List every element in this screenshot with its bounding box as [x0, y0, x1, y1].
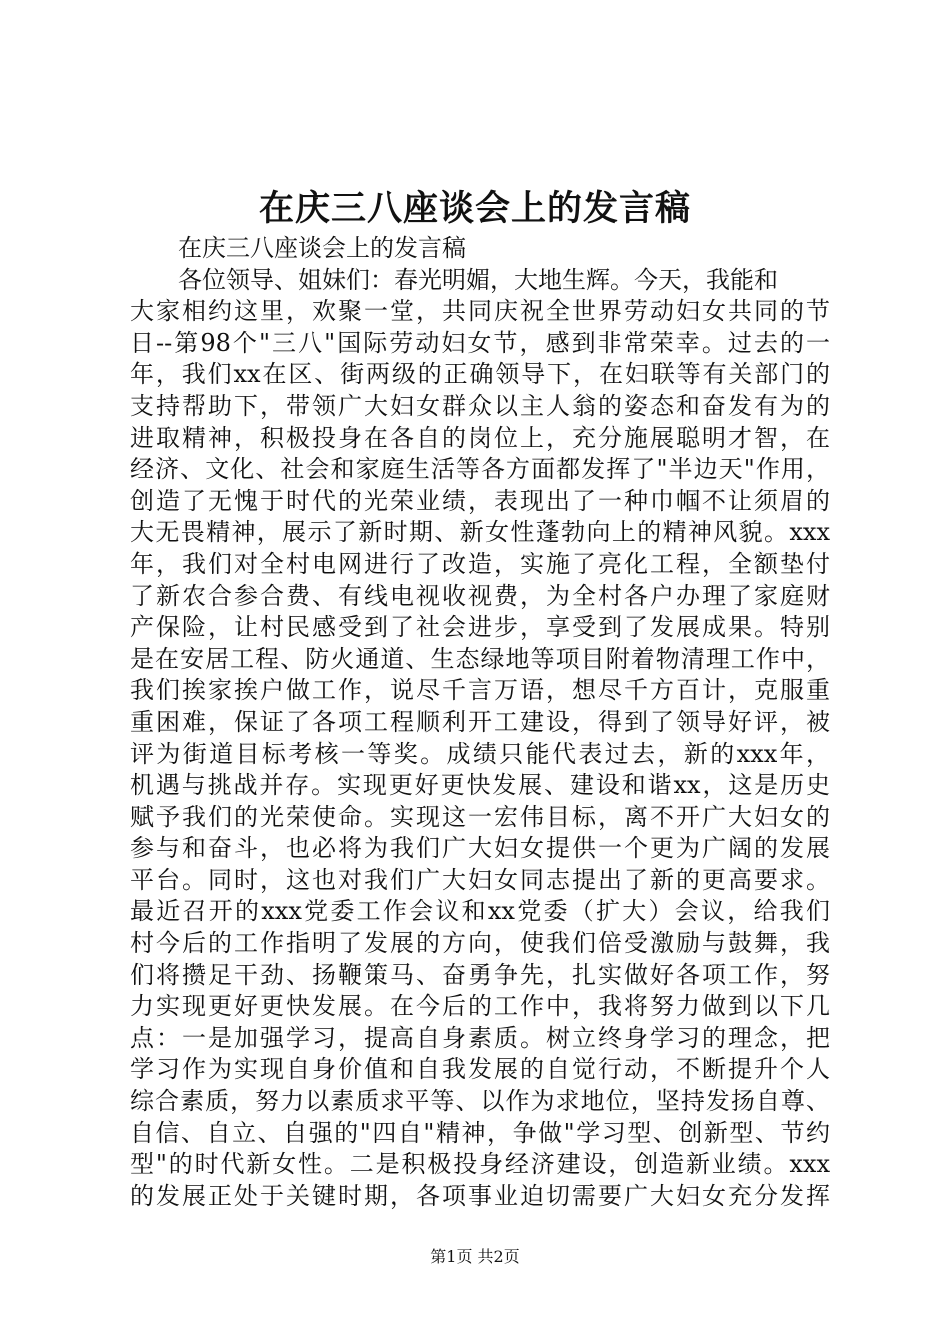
body-line: 综合素质，努力以素质求平等、以作为求地位，坚持发扬自尊、: [130, 1087, 830, 1116]
body-line: 支持帮助下，带领广大妇女群众以主人翁的姿态和奋发有为的: [130, 391, 830, 420]
body-line: 最近召开的xxx党委工作会议和xx党委（扩大）会议，给我们: [130, 897, 830, 926]
body-line: 年，我们对全村电网进行了改造，实施了亮化工程，全额垫付: [130, 549, 830, 578]
body-line: 赋予我们的光荣使命。实现这一宏伟目标，离不开广大妇女的: [130, 802, 830, 831]
document-title: 在庆三八座谈会上的发言稿: [258, 188, 691, 229]
body-line: 平台。同时，这也对我们广大妇女同志提出了新的更高要求。: [130, 865, 830, 894]
body-line: 自信、自立、自强的"四自"精神，争做"学习型、创新型、节约: [130, 1118, 830, 1147]
body-line: 们将攒足干劲、扬鞭策马、奋勇争先，扎实做好各项工作，努: [130, 960, 830, 989]
body-line: 的发展正处于关键时期，各项事业迫切需要广大妇女充分发挥: [130, 1181, 830, 1210]
body-line: 经济、文化、社会和家庭生活等各方面都发挥了"半边天"作用，: [130, 455, 830, 484]
body-line: 日--第98个"三八"国际劳动妇女节，感到非常荣幸。过去的一: [130, 328, 830, 357]
document-body: [130, 233, 830, 1212]
body-line: 点：一是加强学习，提高自身素质。树立终身学习的理念，把: [130, 1023, 830, 1052]
body-line: 了新农合参合费、有线电视收视费，为全村各户办理了家庭财: [130, 581, 830, 610]
body-line: 年，我们xx在区、街两级的正确领导下，在妇联等有关部门的: [130, 360, 830, 389]
body-line: 我们挨家挨户做工作，说尽千言万语，想尽千方百计，克服重: [130, 676, 830, 705]
body-line: 型"的时代新女性。二是积极投身经济建设，创造新业绩。xxx: [130, 1150, 830, 1179]
body-line: 大家相约这里，欢聚一堂，共同庆祝全世界劳动妇女共同的节: [130, 297, 830, 326]
body-line: 各位领导、姐妹们：春光明媚，大地生辉。今天，我能和: [178, 265, 778, 294]
page-footer: 第1页 共2页: [430, 1247, 520, 1266]
body-line: 进取精神，积极投身在各自的岗位上，充分施展聪明才智，在: [130, 423, 830, 452]
body-line: 产保险，让村民感受到了社会进步，享受到了发展成果。特别: [130, 613, 830, 642]
body-line: 评为街道目标考核一等奖。成绩只能代表过去，新的xxx年，: [130, 739, 830, 768]
body-line: 是在安居工程、防火通道、生态绿地等项目附着物清理工作中，: [130, 644, 830, 673]
body-line: 力实现更好更快发展。在今后的工作中，我将努力做到以下几: [130, 992, 830, 1021]
body-line: 村今后的工作指明了发展的方向，使我们倍受激励与鼓舞，我: [130, 929, 830, 958]
body-line: 大无畏精神，展示了新时期、新女性蓬勃向上的精神风貌。xxx: [130, 518, 830, 547]
body-line: 在庆三八座谈会上的发言稿: [178, 234, 466, 262]
body-line: 参与和奋斗，也必将为我们广大妇女提供一个更为广阔的发展: [130, 834, 830, 863]
body-line: 机遇与挑战并存。实现更好更快发展、建设和谐xx，这是历史: [130, 771, 830, 800]
body-line: 重困难，保证了各项工程顺利开工建设，得到了领导好评，被: [130, 707, 830, 736]
body-line: 学习作为实现自身价值和自我发展的自觉行动，不断提升个人: [130, 1055, 830, 1084]
body-line: 创造了无愧于时代的光荣业绩，表现出了一种巾帼不让须眉的: [130, 486, 830, 515]
